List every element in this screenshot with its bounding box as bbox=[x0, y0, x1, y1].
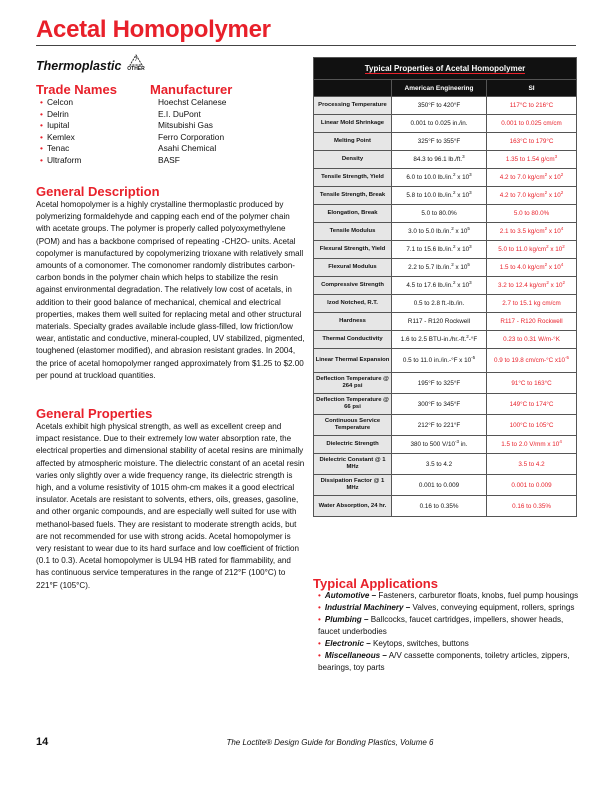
american-value-text: 300°F to 345°F bbox=[417, 400, 461, 408]
application-text: Valves, conveying equipment, rollers, springs bbox=[410, 603, 575, 612]
manufacturer-item: Ferro Corporation bbox=[158, 131, 225, 142]
si-value bbox=[487, 115, 577, 133]
si-value-text: 1.5 to 2.0 V/mm x 10 bbox=[501, 441, 560, 448]
trade-name-item: • Celcon bbox=[36, 97, 81, 109]
si-value-text: R117 - R120 Rockwell bbox=[500, 318, 563, 325]
si-value bbox=[487, 97, 577, 115]
si-value bbox=[487, 241, 577, 259]
table-row bbox=[314, 223, 577, 241]
si-value-text-cont: x 10 bbox=[547, 264, 561, 271]
american-value bbox=[392, 373, 487, 394]
manufacturer-list bbox=[158, 97, 226, 166]
trade-name-item: • Iupital bbox=[36, 120, 81, 132]
si-value-text: 91°C to 163°C bbox=[511, 379, 552, 387]
table-header-blank bbox=[314, 80, 392, 97]
table-row bbox=[314, 331, 577, 349]
american-value-text: 380 to 500 V/10 bbox=[410, 441, 456, 448]
manufacturer-item: Mitsubishi Gas bbox=[158, 120, 213, 130]
american-value-text: 4.5 to 17.6 lb./in. bbox=[406, 282, 453, 289]
si-value-text: 3.2 to 12.4 kg/cm bbox=[498, 282, 547, 289]
superscript: 2 bbox=[544, 225, 548, 231]
typical-applications-heading: Typical Applications bbox=[313, 576, 438, 591]
si-value-text: 2.7 to 15.1 kg cm/cm bbox=[502, 300, 561, 307]
superscript: 5 bbox=[467, 225, 470, 231]
recycle-code-number: 7 bbox=[134, 57, 138, 63]
si-value bbox=[487, 415, 577, 436]
properties-table bbox=[313, 57, 577, 517]
application-category: Plumbing – bbox=[324, 615, 369, 624]
si-value bbox=[487, 277, 577, 295]
recycle-code-badge bbox=[123, 54, 149, 72]
american-value-text: 350°F to 420°F bbox=[417, 102, 461, 109]
si-value bbox=[487, 349, 577, 373]
table-row bbox=[314, 295, 577, 313]
american-value bbox=[392, 313, 487, 331]
si-value-text: 2.1 to 3.5 kg/cm bbox=[499, 228, 545, 235]
american-value-text: 0.16 to 0.35% bbox=[419, 502, 459, 510]
american-value-text-cont: x 10 bbox=[453, 264, 468, 271]
superscript: 5 bbox=[467, 261, 470, 267]
superscript: 3 bbox=[554, 153, 558, 159]
table-row bbox=[314, 133, 577, 151]
application-item bbox=[318, 602, 580, 614]
trade-names-heading: Trade Names bbox=[36, 82, 117, 97]
american-value bbox=[392, 97, 487, 115]
american-value bbox=[392, 475, 487, 496]
trade-name-item: • Delrin bbox=[36, 109, 81, 121]
table-row bbox=[314, 496, 577, 517]
si-value bbox=[487, 454, 577, 475]
bullet-icon: • bbox=[318, 639, 321, 648]
property-name: Thermal Conductivity bbox=[314, 331, 392, 349]
application-category: Electronic – bbox=[324, 639, 371, 648]
table-row bbox=[314, 454, 577, 475]
si-value bbox=[487, 331, 577, 349]
general-description-heading: General Description bbox=[36, 184, 160, 199]
american-value-text: 0.001 to 0.025 in./in. bbox=[410, 120, 468, 127]
table-row bbox=[314, 205, 577, 223]
table-row bbox=[314, 169, 577, 187]
superscript: 2 bbox=[544, 171, 548, 177]
table-row bbox=[314, 115, 577, 133]
american-value-text: 7.1 to 15.6 lb./in. bbox=[406, 246, 453, 253]
application-category: Miscellaneous – bbox=[324, 651, 387, 660]
table-row bbox=[314, 277, 577, 295]
american-value bbox=[392, 133, 487, 151]
american-value-text: 0.5 to 11.0 in./in.-°F x 10 bbox=[402, 357, 472, 364]
application-text: Fasteners, carburetor floats, knobs, fuel pump housings bbox=[376, 591, 579, 600]
si-value-text: 100°C to 105°C bbox=[509, 421, 554, 429]
trade-names-list bbox=[36, 97, 81, 166]
trade-name-item: • Tenac bbox=[36, 143, 81, 155]
superscript: 3 bbox=[469, 243, 472, 249]
si-value bbox=[487, 133, 577, 151]
manufacturer-item: E.I. DuPont bbox=[158, 108, 201, 119]
trade-name-item: • Kemlex bbox=[36, 132, 81, 144]
superscript: 2 bbox=[466, 333, 469, 339]
superscript: 2 bbox=[544, 189, 548, 195]
american-value-text-cont: in. bbox=[459, 441, 468, 448]
application-text: A/V cassette components, toiletry articles, zippers, bearings, toy parts bbox=[318, 651, 570, 672]
application-item bbox=[318, 614, 580, 638]
application-text: Ballcocks, faucet cartridges, impellers, shower heads, faucet underbodies bbox=[318, 615, 564, 636]
si-value-text: 5.0 to 80.0% bbox=[513, 210, 550, 217]
american-value-text-cont: x 10 bbox=[455, 282, 470, 289]
si-value-text: 0.23 to 0.31 W/m-°K bbox=[503, 336, 560, 343]
manufacturer-heading: Manufacturer bbox=[150, 82, 233, 97]
american-value-text: 212°F to 221°F bbox=[417, 421, 461, 429]
table-header-si: SI bbox=[487, 80, 577, 97]
property-name: Flexural Modulus bbox=[314, 259, 392, 277]
property-name: Density bbox=[314, 151, 392, 169]
superscript: 2 bbox=[546, 279, 549, 285]
table-row bbox=[314, 187, 577, 205]
si-value-text: 4.2 to 7.0 kg/cm bbox=[499, 192, 545, 199]
american-value-text: 2.2 to 5.7 lb./in. bbox=[408, 264, 452, 271]
si-value-text: 4.2 to 7.0 kg/cm bbox=[499, 174, 545, 181]
si-value-text-cont: x 10 bbox=[548, 246, 563, 253]
material-class: Thermoplastic bbox=[36, 59, 122, 73]
property-name: Tensile Strength, Break bbox=[314, 187, 392, 205]
american-value bbox=[392, 259, 487, 277]
superscript: 2 bbox=[562, 279, 566, 285]
american-value bbox=[392, 223, 487, 241]
superscript: 2 bbox=[560, 189, 564, 195]
american-value-text: 325°F to 355°F bbox=[417, 138, 461, 145]
properties-table-body bbox=[314, 97, 577, 517]
bullet-icon: • bbox=[318, 651, 321, 660]
american-value bbox=[392, 436, 487, 454]
si-value bbox=[487, 205, 577, 223]
table-header-american: American Engineering bbox=[392, 80, 487, 97]
property-name: Linear Thermal Expansion bbox=[314, 349, 392, 373]
si-value bbox=[487, 259, 577, 277]
superscript: -3 bbox=[455, 438, 460, 444]
american-value bbox=[392, 187, 487, 205]
superscript: 4 bbox=[560, 225, 564, 231]
american-value-text: 84.3 to 96.1 lb./ft. bbox=[413, 156, 463, 163]
si-value-text: 1.5 to 4.0 kg/cm bbox=[499, 264, 545, 271]
bullet-icon: • bbox=[318, 603, 321, 612]
american-value-text-cont: x 10 bbox=[455, 246, 470, 253]
applications-list bbox=[318, 590, 580, 674]
american-value bbox=[392, 331, 487, 349]
manufacturer-item: Hoechst Celanese bbox=[158, 97, 227, 107]
general-description-text: Acetal homopolymer is a highly crystalline thermoplastic produced by polymerizing formaldehyde and capping each end of the polymer chain with acetate groups. The polymer is properly called polyoxymethylene (POM) and has a backbone comprised of repeating -CH2O- units. Acetal copolymer is manufactured by copolymerizing trioxane with relatively small amounts of a comonomer. The comonomer randomly distributes carbon-carbon bonds in the polymer chain which helps to stabilize the resin against environmental degradation. The relatively low cost of acetals, in addition to their good balance of mechanical, chemical and electrical properties, makes them well suited for replacing metal and other structural materials. Specialty grades available include glass-filled, low friction/low wear, antistatic and conductive, mineral-coupled, UV stabilized, pigmented, toughened (elastomer modified), and abrasion resistant grades. In 2004, the price of acetal homopolymer ranged approximately from $1.25 to $2.00 per pound at truckload quantities. bbox=[36, 200, 305, 380]
property-name: Processing Temperature bbox=[314, 97, 392, 115]
property-name: Hardness bbox=[314, 313, 392, 331]
application-item bbox=[318, 650, 580, 674]
table-row bbox=[314, 475, 577, 496]
american-value bbox=[392, 115, 487, 133]
property-name: Melting Point bbox=[314, 133, 392, 151]
american-value-text: 0.5 to 2.8 ft.-lb./in. bbox=[413, 300, 465, 307]
american-value-text: 0.001 to 0.009 bbox=[418, 481, 460, 489]
table-row bbox=[314, 97, 577, 115]
property-name: Deflection Temperature @ 264 psi bbox=[314, 373, 392, 394]
property-name: Water Absorption, 24 hr. bbox=[314, 496, 392, 517]
si-value-text: 0.001 to 0.025 cm/cm bbox=[501, 120, 562, 127]
property-name: Flexural Strength, Yield bbox=[314, 241, 392, 259]
american-value-text: 5.8 to 10.0 lb./in. bbox=[406, 192, 453, 199]
si-value-text: 117°C to 216°C bbox=[509, 102, 554, 109]
property-name: Tensile Modulus bbox=[314, 223, 392, 241]
superscript: -5 bbox=[565, 354, 570, 360]
american-value bbox=[392, 454, 487, 475]
si-value bbox=[487, 394, 577, 415]
american-value bbox=[392, 295, 487, 313]
american-value bbox=[392, 169, 487, 187]
american-value-text: 5.0 to 80.0% bbox=[421, 210, 457, 217]
superscript: 2 bbox=[452, 189, 456, 195]
bullet-icon: • bbox=[318, 591, 321, 600]
table-row bbox=[314, 241, 577, 259]
superscript: 2 bbox=[452, 243, 456, 249]
table-title: Typical Properties of Acetal Homopolymer bbox=[314, 58, 577, 80]
si-value-text-cont: x 10 bbox=[547, 228, 561, 235]
property-name: Elongation, Break bbox=[314, 205, 392, 223]
american-value bbox=[392, 349, 487, 373]
application-item bbox=[318, 590, 580, 602]
table-row bbox=[314, 349, 577, 373]
recycle-code-label: OTHER bbox=[127, 66, 145, 72]
american-value-text-cont: x 10 bbox=[455, 192, 470, 199]
si-value bbox=[487, 187, 577, 205]
superscript: 3 bbox=[469, 279, 472, 285]
table-row bbox=[314, 313, 577, 331]
application-category: Industrial Machinery – bbox=[324, 603, 411, 612]
si-value-text: 149°C to 174°C bbox=[509, 400, 554, 408]
american-value bbox=[392, 151, 487, 169]
property-name: Dielectric Strength bbox=[314, 436, 392, 454]
american-value-text: R117 - R120 Rockwell bbox=[407, 318, 471, 325]
superscript: 2 bbox=[452, 171, 456, 177]
table-row bbox=[314, 373, 577, 394]
american-value bbox=[392, 415, 487, 436]
application-category: Automotive – bbox=[324, 591, 377, 600]
page-number: 14 bbox=[36, 736, 49, 748]
american-value bbox=[392, 394, 487, 415]
si-value-text-cont: x 10 bbox=[547, 174, 561, 181]
american-value bbox=[392, 277, 487, 295]
general-properties-text: Acetals exhibit high physical strength, as well as excellent creep and impact resistance. Due to their extremely low water absorption rate, the electrical properties and dimensional stability of acetal resins are minimally affected by atmospheric moisture. The dielectric constant of an acetal resin varies only slightly over a wide frequency range, its dielectric strength is high, and a volume resistivity of 1015 ohm-cm makes it a good electrical insulator. Acetals are resistant to solvents, ethers, oils, greases, gasoline, and other organic compounds, and are especially well suited for use with methanol-based fuels. They are resistant to moderate strength acids, but are not recommended for use with strong acids. Acetal homopolymer is very resistant to wear due to its hard surface and low coefficient of friction (0.1 to 0.3). Acetal homopolymer is UL94 HB rated for flammability, and has continuous service temperatures in the range of 212°F (100°C) to 221°F (105°C). bbox=[36, 422, 305, 590]
application-item bbox=[318, 638, 580, 650]
american-value bbox=[392, 496, 487, 517]
table-row bbox=[314, 259, 577, 277]
superscript: 2 bbox=[451, 225, 454, 231]
superscript: 2 bbox=[546, 243, 549, 249]
superscript: 2 bbox=[544, 261, 548, 267]
si-value bbox=[487, 169, 577, 187]
superscript: 2 bbox=[451, 261, 454, 267]
si-value bbox=[487, 436, 577, 454]
superscript: -5 bbox=[471, 354, 476, 360]
si-value-text: 1.35 to 1.54 g/cm bbox=[505, 156, 555, 163]
si-value bbox=[487, 373, 577, 394]
property-name: Continuous Service Temperature bbox=[314, 415, 392, 436]
superscript: 4 bbox=[560, 261, 564, 267]
property-name: Tensile Strength, Yield bbox=[314, 169, 392, 187]
property-name: Izod Notched, R.T. bbox=[314, 295, 392, 313]
general-properties-heading: General Properties bbox=[36, 406, 153, 421]
property-name: Compressive Strength bbox=[314, 277, 392, 295]
property-name: Dielectric Constant @ 1 MHz bbox=[314, 454, 392, 475]
si-value bbox=[487, 295, 577, 313]
table-row bbox=[314, 436, 577, 454]
si-value bbox=[487, 223, 577, 241]
bullet-icon: • bbox=[318, 615, 321, 624]
si-value-text: 163°C to 179°C bbox=[509, 138, 554, 145]
property-name: Deflection Temperature @ 66 psi bbox=[314, 394, 392, 415]
american-value-text: 195°F to 325°F bbox=[417, 379, 461, 387]
si-value-text-cont: x 10 bbox=[547, 192, 561, 199]
american-value-text: 1.6 to 2.5 BTU-in./hr.-ft. bbox=[400, 336, 467, 343]
american-value-text: 6.0 to 10.0 lb./in. bbox=[406, 174, 453, 181]
footer-text: The Loctite® Design Guide for Bonding Plastics, Volume 6 bbox=[226, 738, 434, 747]
american-value bbox=[392, 205, 487, 223]
table-row bbox=[314, 394, 577, 415]
american-value-text-cont: x 10 bbox=[455, 174, 470, 181]
american-value-text: 3.0 to 5.0 lb./in. bbox=[408, 228, 452, 235]
superscript: 2 bbox=[562, 243, 565, 249]
si-value-text: 0.001 to 0.009 bbox=[511, 481, 552, 489]
superscript: 3 bbox=[462, 153, 465, 159]
superscript: 2 bbox=[560, 171, 564, 177]
si-value bbox=[487, 496, 577, 517]
superscript: 4 bbox=[559, 438, 562, 444]
si-value bbox=[487, 313, 577, 331]
american-value-text: 3.5 to 4.2 bbox=[425, 460, 453, 468]
si-value bbox=[487, 475, 577, 496]
si-value bbox=[487, 151, 577, 169]
manufacturer-item: Asahi Chemical bbox=[158, 143, 217, 153]
american-value-text-cont: -°F bbox=[468, 336, 478, 343]
superscript: 2 bbox=[452, 279, 456, 285]
title-divider bbox=[36, 45, 576, 46]
table-row bbox=[314, 415, 577, 436]
si-value-text: 3.5 to 4.2 bbox=[518, 460, 545, 468]
american-value bbox=[392, 241, 487, 259]
property-name: Dissipation Factor @ 1 MHz bbox=[314, 475, 392, 496]
table-row bbox=[314, 151, 577, 169]
si-value-text: 0.9 to 19.8 cm/cm-°C x10 bbox=[493, 357, 566, 364]
american-value-text-cont: x 10 bbox=[453, 228, 468, 235]
superscript: 3 bbox=[469, 189, 472, 195]
page-title: Acetal Homopolymer bbox=[36, 16, 271, 43]
manufacturer-item: BASF bbox=[158, 154, 180, 165]
property-name: Linear Mold Shrinkage bbox=[314, 115, 392, 133]
si-value-text: 0.16 to 0.35% bbox=[512, 502, 551, 510]
si-value-text: 5.0 to 11.0 kg/cm bbox=[498, 246, 547, 253]
trade-name-item: • Ultraform bbox=[36, 155, 81, 167]
superscript: 3 bbox=[469, 171, 472, 177]
si-value-text-cont: x 10 bbox=[548, 282, 563, 289]
application-text: Keytops, switches, buttons bbox=[370, 639, 469, 648]
properties-table-container bbox=[313, 57, 576, 517]
